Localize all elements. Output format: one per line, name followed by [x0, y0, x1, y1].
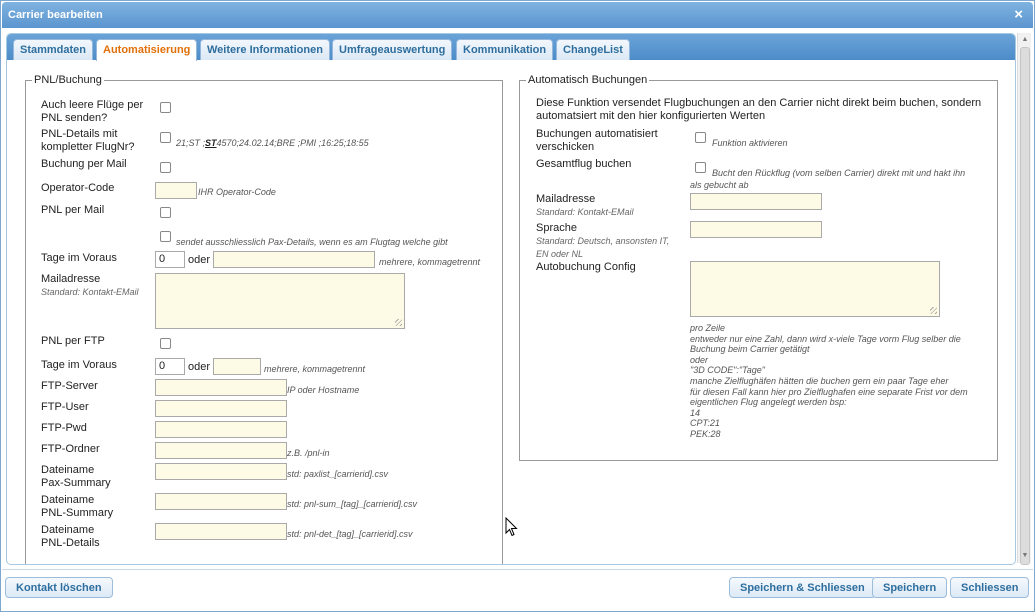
ftp-pwd-label: FTP-Pwd: [41, 422, 87, 434]
pnl-details-example: 21;ST ;ST4570;24.02.14;BRE ;PMI ;16:25;18:55: [176, 138, 369, 148]
ftp-server-label: FTP-Server: [41, 380, 98, 392]
config-help: pro Zeile entweder nur eine Zahl, dann wird x-viele Tage vorm Flug selber die Buchung beim Carrier getätigt oder "3D CODE":"Tage" manche Zielflughäfen hätten die buchen gern ein paar Tage eher für diesen Fall kann hier pro Zielflughafen eine separate Frist vor dem eigentlichen Flug angelegt werden bsp: 14 CPT:21 PEK:28: [690, 323, 968, 439]
whole-flight-label: Gesamtflug buchen: [536, 158, 632, 170]
days-list-hint: mehrere, kommagetrennt: [379, 257, 481, 267]
pnl-details-label: PNL-Details mit kompletter FlugNr?: [41, 128, 135, 153]
ftp-user-input[interactable]: [155, 400, 287, 417]
whole-flight-hint-1: Bucht den Rückflug (vom selben Carrier) direkt mit und hakt ihn: [712, 168, 966, 178]
tab-stammdaten[interactable]: Stammdaten: [13, 39, 93, 60]
days-ahead-label: Tage im Voraus: [41, 252, 117, 264]
pnl-legend: PNL/Buchung: [34, 74, 102, 86]
file-sum-label: Dateiname PNL-Summary: [41, 494, 114, 519]
file-det-input[interactable]: [155, 523, 287, 540]
tab-umfrageauswertung[interactable]: Umfrageauswertung: [332, 39, 452, 60]
resize-grip-icon[interactable]: [930, 307, 937, 314]
auto-description: Diese Funktion versendet Flugbuchungen an den Carrier nicht direkt beim buchen, sondern automatsiert mit den hier konfigurierten Werten: [536, 97, 982, 122]
booking-per-mail-label: Buchung per Mail: [41, 158, 127, 170]
tab-automatisierung[interactable]: Automatisierung: [96, 39, 197, 61]
language-label: Sprache Standard: Deutsch, ansonsten IT, EN oder NL: [536, 222, 670, 259]
ftp-folder-input[interactable]: [155, 442, 287, 459]
resize-grip-icon[interactable]: [395, 319, 402, 326]
ftp-server-input[interactable]: [155, 379, 287, 396]
ftp-server-hint: IP oder Hostname: [287, 385, 360, 395]
ftp-or-label: oder: [188, 361, 211, 373]
tab-changelist[interactable]: ChangeList: [556, 39, 630, 60]
whole-flight-hint-2: als gebucht ab: [690, 180, 749, 190]
file-pax-label: Dateiname Pax-Summary: [41, 464, 111, 489]
pnl-per-mail-checkbox[interactable]: [160, 207, 171, 218]
file-sum-hint: std: pnl-sum_[tag]_[carrierid].csv: [287, 499, 418, 509]
auto-mail-label: Mailadresse Standard: Kontakt-EMail: [536, 193, 634, 217]
pnl-details-checkbox[interactable]: [160, 132, 171, 143]
content-panel: [6, 33, 1016, 565]
vertical-scrollbar[interactable]: [1017, 33, 1031, 563]
operator-code-label: Operator-Code: [41, 182, 115, 194]
pax-only-checkbox[interactable]: [160, 231, 171, 242]
booking-per-mail-checkbox[interactable]: [160, 162, 171, 173]
scrollbar-thumb[interactable]: [1020, 47, 1030, 565]
pnl-per-ftp-checkbox[interactable]: [160, 338, 171, 349]
scroll-down-icon[interactable]: ▼: [1021, 552, 1029, 559]
ftp-days-list-hint: mehrere, kommagetrennt: [264, 364, 366, 374]
language-input[interactable]: [690, 221, 822, 238]
tab-kommunikation[interactable]: Kommunikation: [456, 39, 553, 60]
tab-weitere-informationen[interactable]: Weitere Informationen: [200, 39, 330, 60]
titlebar[interactable]: [2, 2, 1033, 28]
send-auto-checkbox[interactable]: [695, 132, 706, 143]
file-sum-input[interactable]: [155, 493, 287, 510]
delete-contact-button[interactable]: Kontakt löschen: [5, 577, 113, 598]
file-pax-hint: std: paxlist_[carrierid].csv: [287, 469, 389, 479]
close-icon[interactable]: ×: [1014, 6, 1023, 23]
save-close-button[interactable]: Speichern & Schliessen: [729, 577, 876, 598]
file-pax-input[interactable]: [155, 463, 287, 480]
empty-flights-label: Auch leere Flüge per PNL senden?: [41, 99, 144, 124]
days-list-input[interactable]: [213, 251, 375, 268]
activate-hint: Funktion aktivieren: [712, 138, 788, 148]
empty-flights-checkbox[interactable]: [160, 102, 171, 113]
window-title: Carrier bearbeiten: [8, 9, 103, 21]
file-det-label: Dateiname PNL-Details: [41, 524, 100, 549]
pnl-per-ftp-label: PNL per FTP: [41, 335, 105, 347]
auto-mail-input[interactable]: [690, 193, 822, 210]
ftp-days-ahead-input[interactable]: 0: [155, 358, 185, 375]
ftp-days-ahead-label: Tage im Voraus: [41, 359, 117, 371]
save-button[interactable]: Speichern: [872, 577, 947, 598]
close-button[interactable]: Schliessen: [950, 577, 1029, 598]
mail-address-label: Mailadresse Standard: Kontakt-EMail: [41, 273, 139, 297]
config-textarea[interactable]: [690, 261, 940, 317]
pnl-per-mail-label: PNL per Mail: [41, 204, 105, 216]
scroll-up-icon[interactable]: ▲: [1021, 36, 1029, 43]
auto-booking-legend: Automatisch Buchungen: [528, 74, 648, 86]
send-auto-label: Buchungen automatisiert verschicken: [536, 128, 658, 153]
ftp-days-list-input[interactable]: [213, 358, 261, 375]
or-label: oder: [188, 254, 211, 266]
tab-bar: [7, 34, 1015, 60]
operator-code-input[interactable]: [155, 182, 197, 199]
days-ahead-input[interactable]: 0: [155, 251, 185, 268]
mail-address-textarea[interactable]: [155, 273, 405, 329]
ftp-user-label: FTP-User: [41, 401, 89, 413]
ftp-folder-hint: z.B. /pnl-in: [287, 448, 330, 458]
file-det-hint: std: pnl-det_[tag]_[carrierid].csv: [287, 529, 413, 539]
ftp-pwd-input[interactable]: [155, 421, 287, 438]
whole-flight-checkbox[interactable]: [695, 162, 706, 173]
pax-only-hint: sendet ausschliesslich Pax-Details, wenn es am Flugtag welche gibt: [176, 237, 448, 247]
config-label: Autobuchung Config: [536, 261, 636, 273]
ftp-folder-label: FTP-Ordner: [41, 443, 100, 455]
operator-code-hint: IHR Operator-Code: [198, 187, 276, 197]
dialog-footer: [2, 569, 1033, 611]
